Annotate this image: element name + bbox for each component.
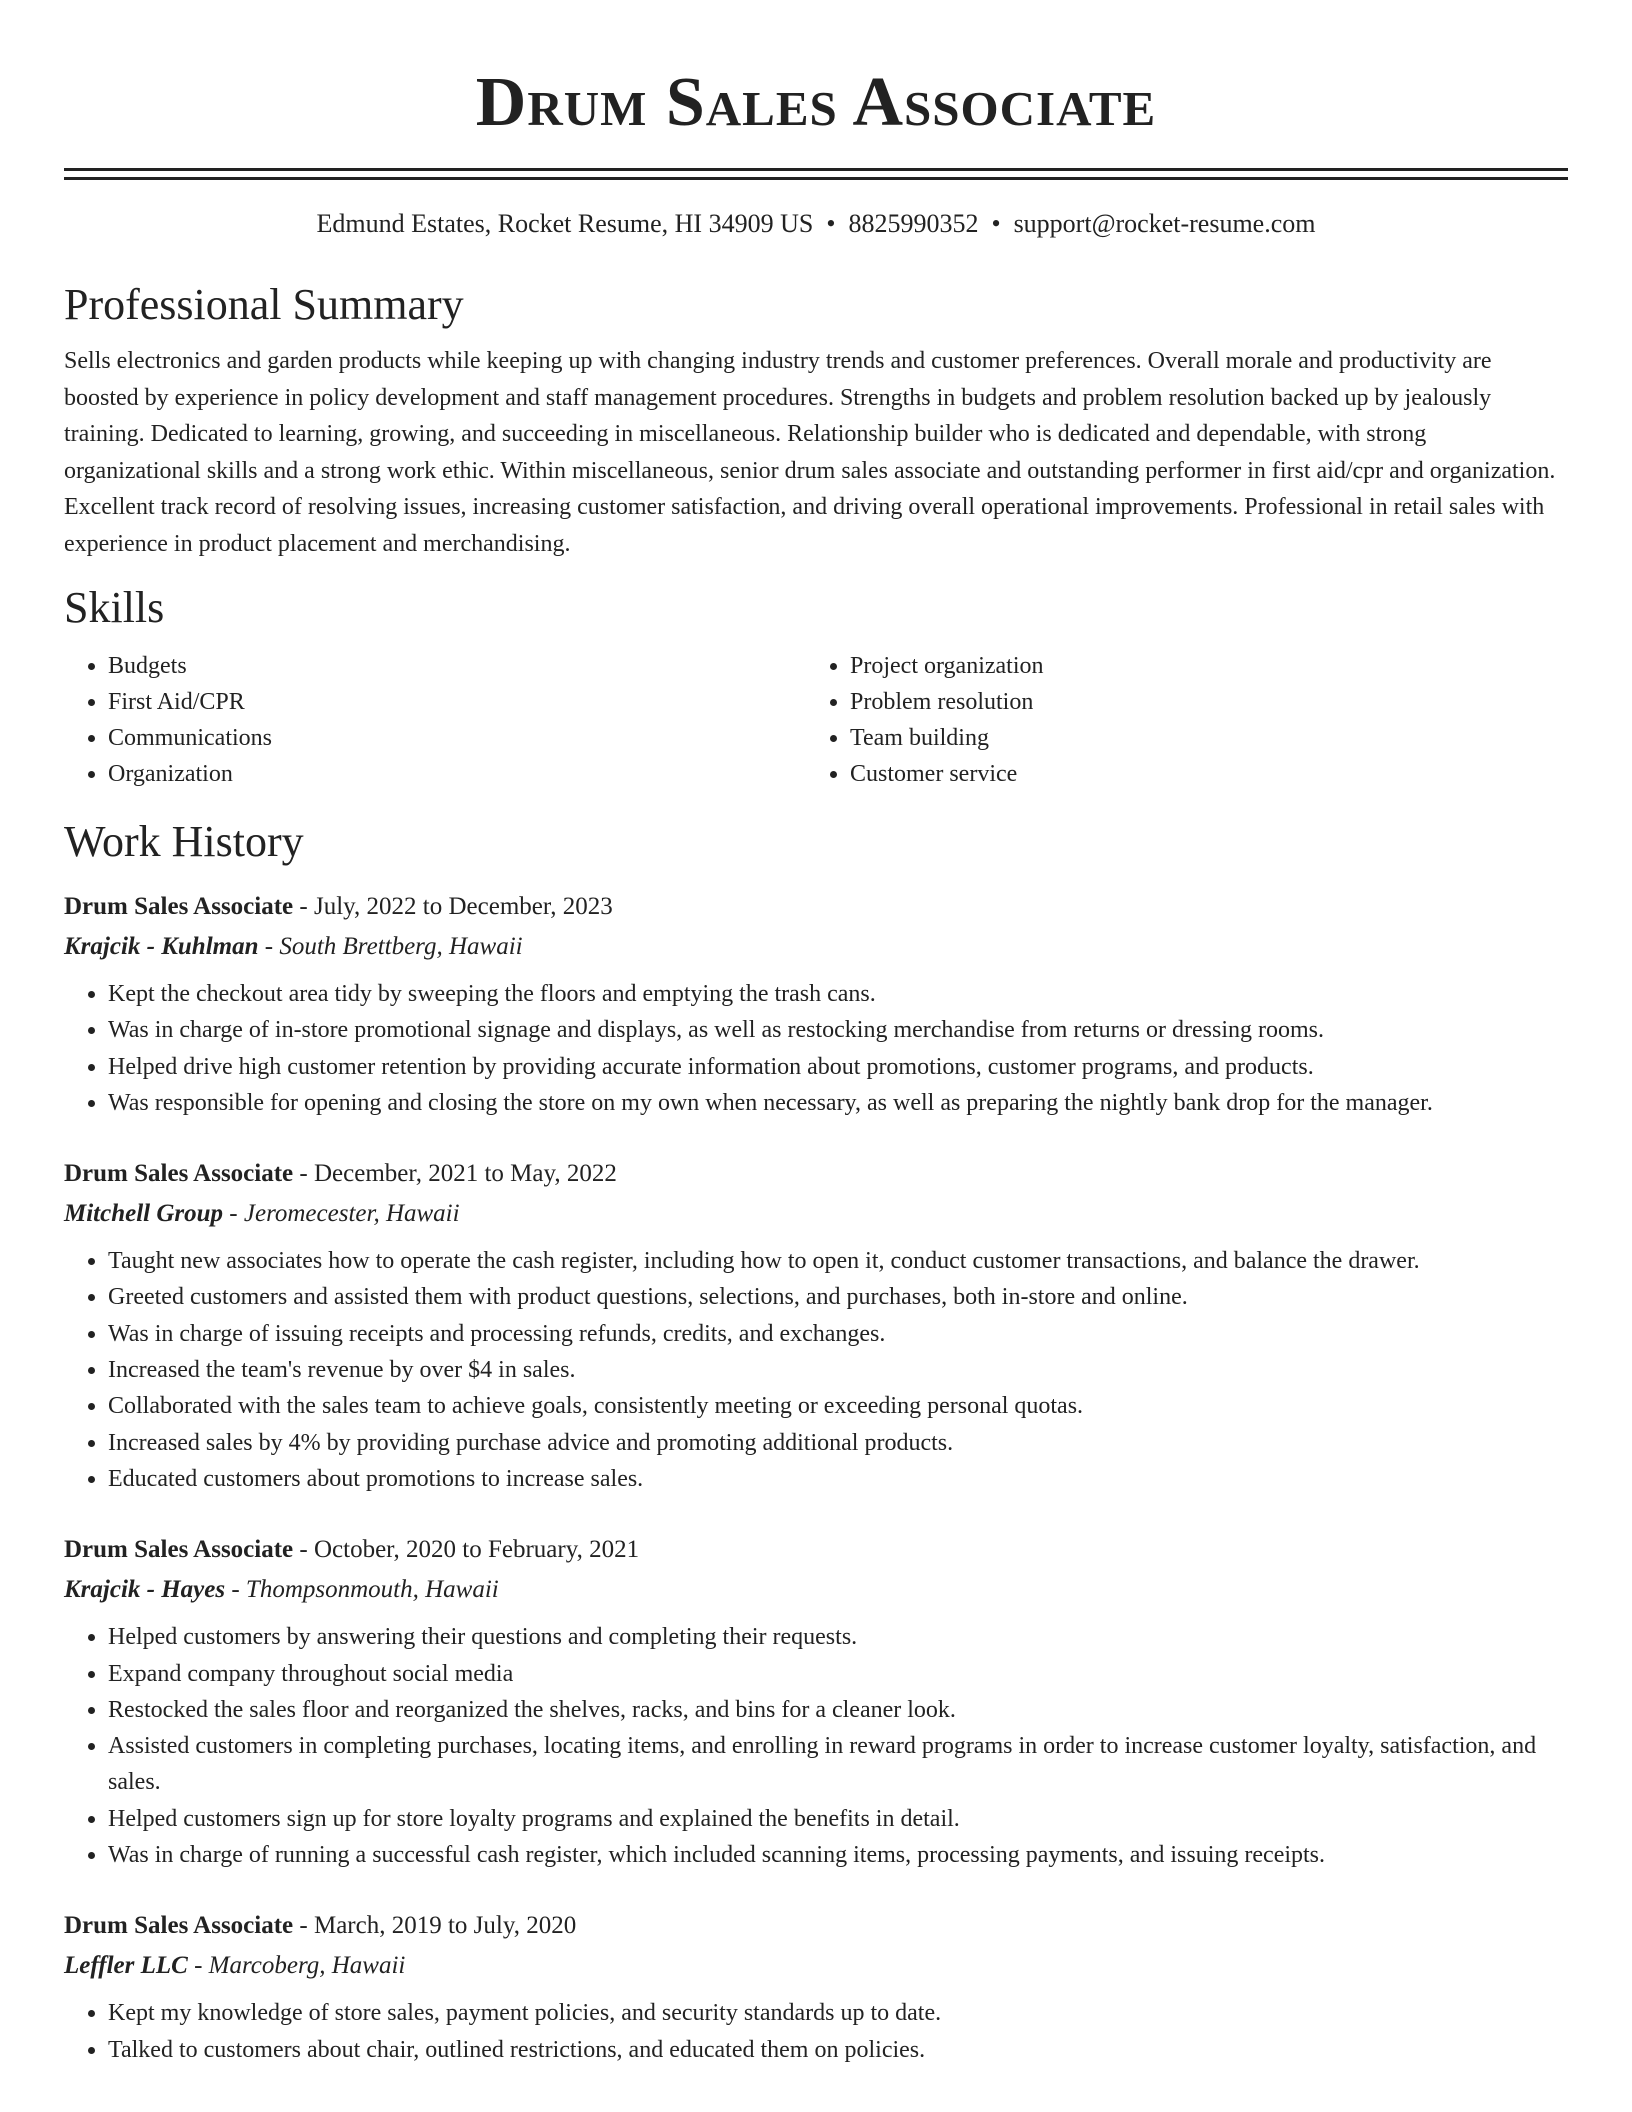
job-location: - Thompsonmouth, Hawaii bbox=[231, 1576, 499, 1604]
job-entry bbox=[64, 1533, 1568, 1873]
job-entry bbox=[64, 890, 1568, 1121]
header-divider-thin bbox=[64, 177, 1568, 180]
job-bullet: • Increased the team's revenue by over $4 in sales. bbox=[108, 1352, 1568, 1388]
skill-item: • Communications bbox=[108, 720, 806, 756]
job-bullet: • Helped drive high customer retention by providing accurate information about promotions, customer programs, and products. bbox=[108, 1049, 1568, 1085]
header-divider-thick bbox=[64, 168, 1568, 171]
job-dates: - December, 2021 to May, 2022 bbox=[299, 1160, 617, 1188]
job-bullet: • Collaborated with the sales team to achieve goals, consistently meeting or exceeding personal quotas. bbox=[108, 1388, 1568, 1424]
resume-name: Drum Sales Associate bbox=[475, 64, 1157, 141]
job-location: - Marcoberg, Hawaii bbox=[194, 1952, 406, 1980]
job-entry bbox=[64, 1157, 1568, 1497]
job-bullet: • Educated customers about promotions to increase sales. bbox=[108, 1461, 1568, 1497]
skill-item: • Budgets bbox=[108, 648, 806, 684]
job-title: Drum Sales Associate bbox=[64, 1536, 294, 1564]
job-company: Krajcik - Kuhlman bbox=[64, 933, 259, 960]
job-bullet: • Helped customers by answering their questions and completing their requests. bbox=[108, 1619, 1568, 1655]
skill-item: • Problem resolution bbox=[850, 684, 1548, 720]
skills-list bbox=[64, 648, 1568, 792]
work-history-heading: Work History bbox=[64, 817, 304, 866]
skills-heading: Skills bbox=[64, 583, 165, 632]
job-bullet: • Talked to customers about chair, outlined restrictions, and educated them on policies. bbox=[108, 2032, 1568, 2068]
job-bullet: • Kept my knowledge of store sales, payment policies, and security standards up to date. bbox=[108, 1995, 1568, 2031]
job-company: Krajcik - Hayes bbox=[64, 1576, 226, 1604]
job-bullets bbox=[64, 1995, 1568, 2068]
job-bullet: • Was responsible for opening and closing the store on my own when necessary, as well as preparing the nightly bank drop for the manager. bbox=[108, 1085, 1568, 1121]
skill-item: • Project organization bbox=[850, 648, 1548, 684]
skills-column-left bbox=[64, 648, 806, 792]
job-bullets bbox=[64, 1619, 1568, 1873]
job-title: Drum Sales Associate bbox=[64, 893, 294, 920]
job-company-line bbox=[64, 930, 1568, 964]
skill-item: • Team building bbox=[850, 720, 1548, 756]
contact-separator: • bbox=[991, 209, 1001, 238]
job-company: Leffler LLC bbox=[64, 1952, 188, 1980]
resume-page bbox=[64, 0, 1568, 2068]
job-bullet: • Greeted customers and assisted them with product questions, selections, and purchases, both in-store and online. bbox=[108, 1279, 1568, 1315]
skill-item: • Customer service bbox=[850, 756, 1548, 792]
job-bullet: • Kept the checkout area tidy by sweeping the floors and emptying the trash cans. bbox=[108, 976, 1568, 1012]
job-bullet: • Taught new associates how to operate the cash register, including how to open it, conduct customer transactions, and balance the drawer. bbox=[108, 1243, 1568, 1279]
job-location: - South Brettberg, Hawaii bbox=[264, 933, 523, 960]
job-entry bbox=[64, 1909, 1568, 2068]
skills-column-right bbox=[806, 648, 1548, 792]
job-title-line bbox=[64, 1533, 1568, 1567]
contact-separator: • bbox=[826, 209, 836, 238]
job-title: Drum Sales Associate bbox=[64, 1912, 294, 1940]
job-bullet: • Helped customers sign up for store loyalty programs and explained the benefits in detail. bbox=[108, 1801, 1568, 1837]
job-company-line bbox=[64, 1197, 1568, 1231]
job-title-line bbox=[64, 1909, 1568, 1943]
job-bullets bbox=[64, 1243, 1568, 1497]
job-bullet: • Expand company throughout social media bbox=[108, 1656, 1568, 1692]
contact-address: Edmund Estates, Rocket Resume, HI 34909 US bbox=[316, 209, 814, 238]
job-bullet: • Was in charge of in-store promotional signage and displays, as well as restocking merchandise from returns or dressing rooms. bbox=[108, 1012, 1568, 1048]
job-company-line bbox=[64, 1949, 1568, 1983]
skill-item: • Organization bbox=[108, 756, 806, 792]
contact-phone: 8825990352 bbox=[848, 209, 979, 238]
job-company-line bbox=[64, 1573, 1568, 1607]
summary-text: Sells electronics and garden products while keeping up with changing industry trends and customer preferences. Overall morale and productivity are boosted by experience in policy development and staff management procedures. Strengths in budgets and problem resolution backed up by jealously training. Dedicated to learning, growing, and succeeding in miscellaneous. Relationship builder who is dedicated and dependable, with strong organizational skills and a strong work ethic. Within miscellaneous, senior drum sales associate and outstanding performer in first aid/cpr and organization. Excellent track record of resolving issues, increasing customer satisfaction, and driving overall operational improvements. Professional in retail sales with experience in product placement and merchandising. bbox=[64, 348, 1556, 557]
job-bullet: • Was in charge of issuing receipts and processing refunds, credits, and exchanges. bbox=[108, 1316, 1568, 1352]
job-dates: - October, 2020 to February, 2021 bbox=[299, 1536, 640, 1564]
job-bullet: • Assisted customers in completing purchases, locating items, and enrolling in reward programs in order to increase customer loyalty, satisfaction, and sales. bbox=[108, 1728, 1568, 1801]
summary-heading: Professional Summary bbox=[64, 280, 464, 329]
skill-item: • First Aid/CPR bbox=[108, 684, 806, 720]
job-title-line bbox=[64, 1157, 1568, 1191]
contact-email: support@rocket-resume.com bbox=[1013, 209, 1316, 238]
job-bullet: • Was in charge of running a successful cash register, which included scanning items, processing payments, and issuing receipts. bbox=[108, 1837, 1568, 1873]
job-title-line bbox=[64, 890, 1568, 924]
job-dates: - March, 2019 to July, 2020 bbox=[299, 1912, 577, 1940]
job-bullet: • Restocked the sales floor and reorganized the shelves, racks, and bins for a cleaner look. bbox=[108, 1692, 1568, 1728]
job-bullet: • Increased sales by 4% by providing purchase advice and promoting additional products. bbox=[108, 1425, 1568, 1461]
job-bullets bbox=[64, 976, 1568, 1121]
job-dates: - July, 2022 to December, 2023 bbox=[299, 893, 613, 920]
job-location: - Jeromecester, Hawaii bbox=[229, 1200, 460, 1228]
contact-line bbox=[64, 207, 1568, 241]
job-company: Mitchell Group bbox=[64, 1200, 224, 1228]
job-title: Drum Sales Associate bbox=[64, 1160, 294, 1188]
